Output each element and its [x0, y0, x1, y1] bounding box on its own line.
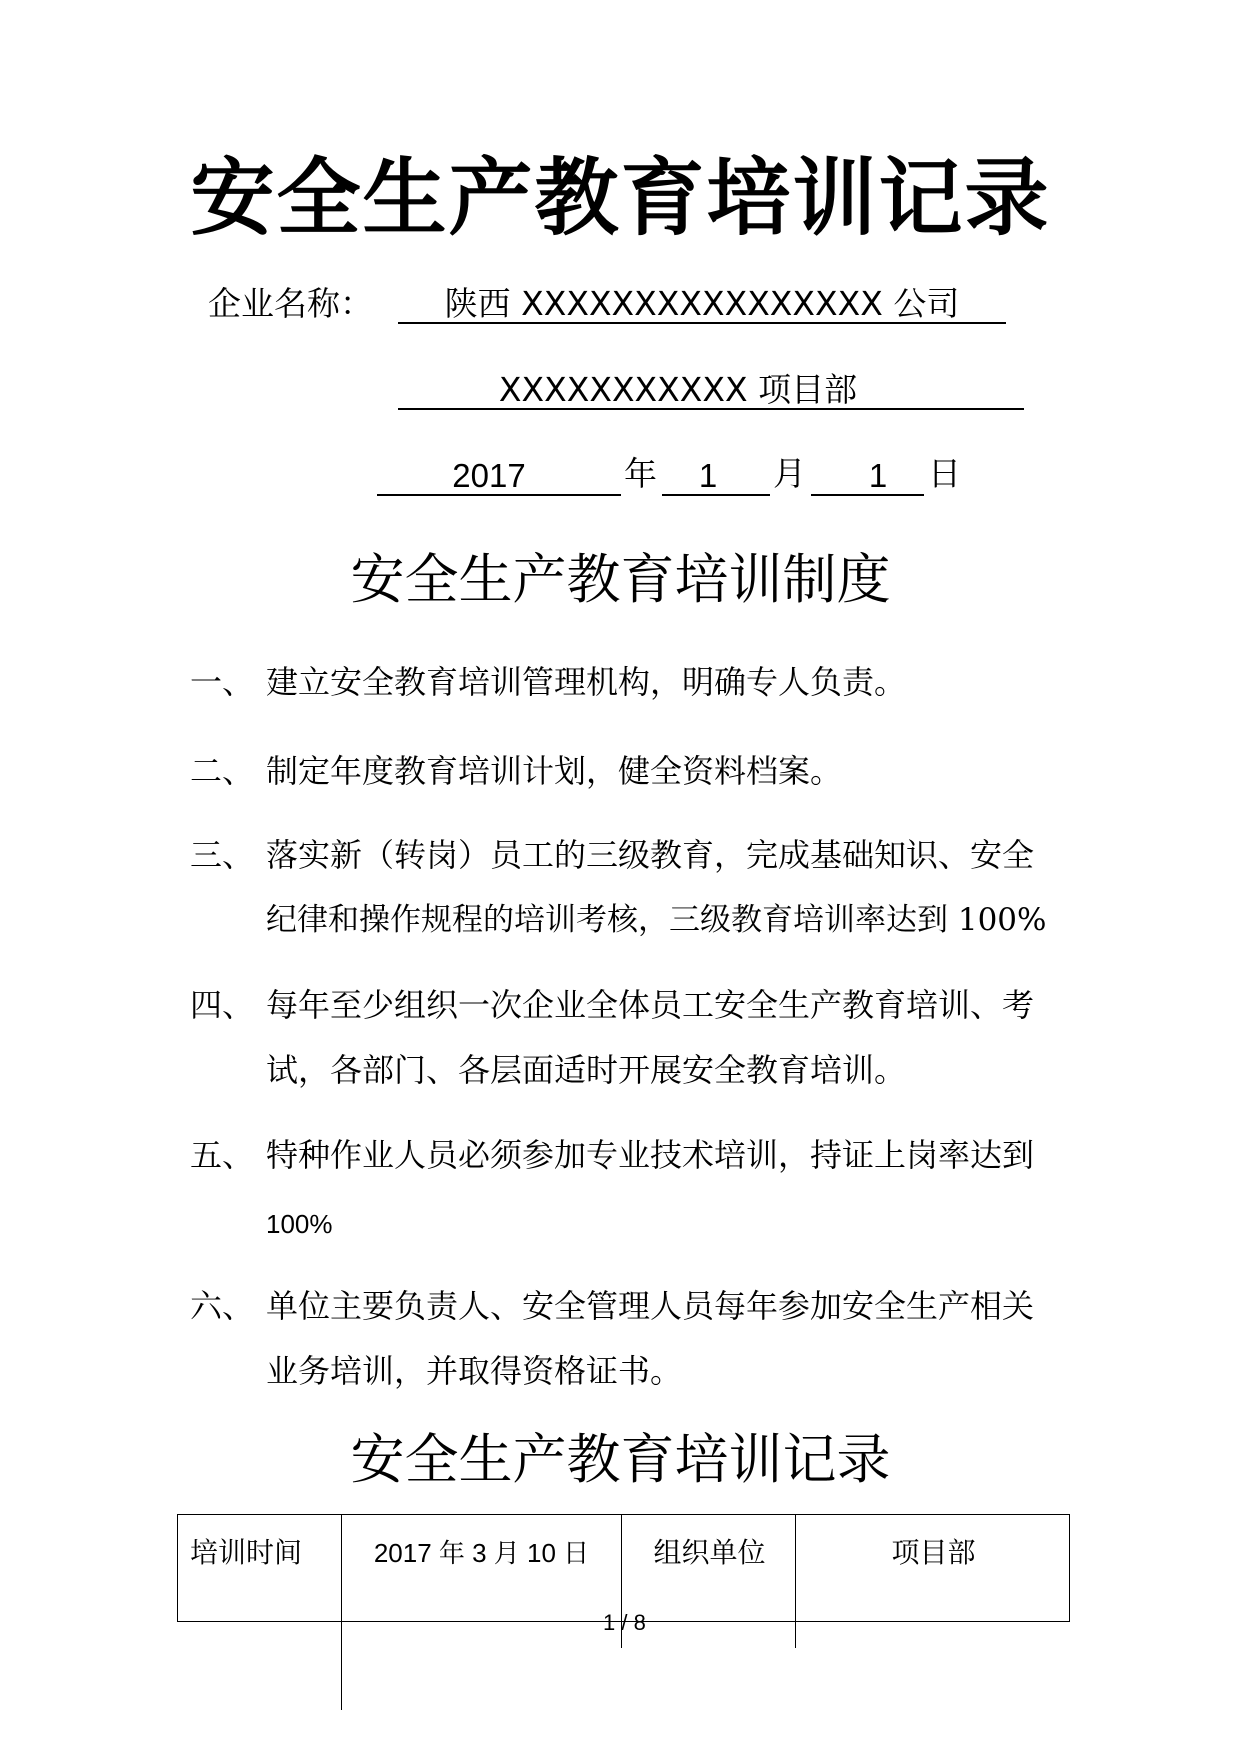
policy-item-number: 五、 — [190, 1136, 255, 1174]
date-month: 1 — [698, 457, 718, 494]
date-year: 2017 — [452, 457, 526, 494]
policy-item-text: 业务培训，并取得资格证书。 — [266, 1352, 683, 1390]
record-table — [177, 1514, 1070, 1622]
table-continuation-line — [795, 1600, 796, 1648]
organizer-label: 组织单位 — [622, 1515, 796, 1622]
day-unit: 日 — [928, 454, 961, 493]
policy-item-text: 特种作业人员必须参加专业技术培训，持证上岗率达到 — [266, 1136, 1035, 1174]
policy-item-text: 纪律和操作规程的培训考核，三级教育培训率达到 100% — [266, 902, 1047, 938]
policy-item-text: 试，各部门、各层面适时开展安全教育培训。 — [266, 1051, 907, 1089]
policy-item-text: 100% — [266, 1209, 333, 1239]
policy-item-number: 一、 — [190, 663, 255, 701]
policy-item-number: 三、 — [190, 836, 255, 874]
training-time-label: 培训时间 — [178, 1515, 342, 1622]
year-unit: 年 — [624, 454, 657, 493]
company-label: 企业名称： — [208, 284, 373, 323]
page-number: 1 / 8 — [603, 1610, 646, 1635]
policy-item-number: 四、 — [190, 986, 255, 1024]
policy-item-text: 每年至少组织一次企业全体员工安全生产教育培训、考 — [266, 986, 1035, 1024]
department-name: XXXXXXXXXXX 项目部 — [498, 370, 858, 409]
table-row — [178, 1515, 1070, 1622]
policy-item-number: 六、 — [190, 1287, 255, 1325]
table-continuation-line — [341, 1600, 342, 1710]
policy-item-text: 制定年度教育培训计划，健全资料档案。 — [266, 752, 843, 790]
organizer-value: 项目部 — [796, 1515, 1070, 1622]
company-name: 陕西 XXXXXXXXXXXXXXXX 公司 — [444, 284, 960, 323]
document-title: 安全生产教育培训记录 — [190, 148, 1051, 247]
policy-item-text: 单位主要负责人、安全管理人员每年参加安全生产相关 — [266, 1287, 1035, 1325]
month-unit: 月 — [773, 454, 806, 493]
training-time-value: 2017 年 3 月 10 日 — [342, 1515, 622, 1622]
policy-item-text: 落实新（转岗）员工的三级教育，完成基础知识、安全 — [266, 836, 1035, 874]
policy-item-number: 二、 — [190, 752, 255, 790]
policy-title: 安全生产教育培训制度 — [350, 548, 891, 611]
date-day: 1 — [868, 457, 888, 494]
record-title: 安全生产教育培训记录 — [350, 1428, 891, 1491]
policy-item-text: 建立安全教育培训管理机构，明确专人负责。 — [266, 663, 907, 701]
